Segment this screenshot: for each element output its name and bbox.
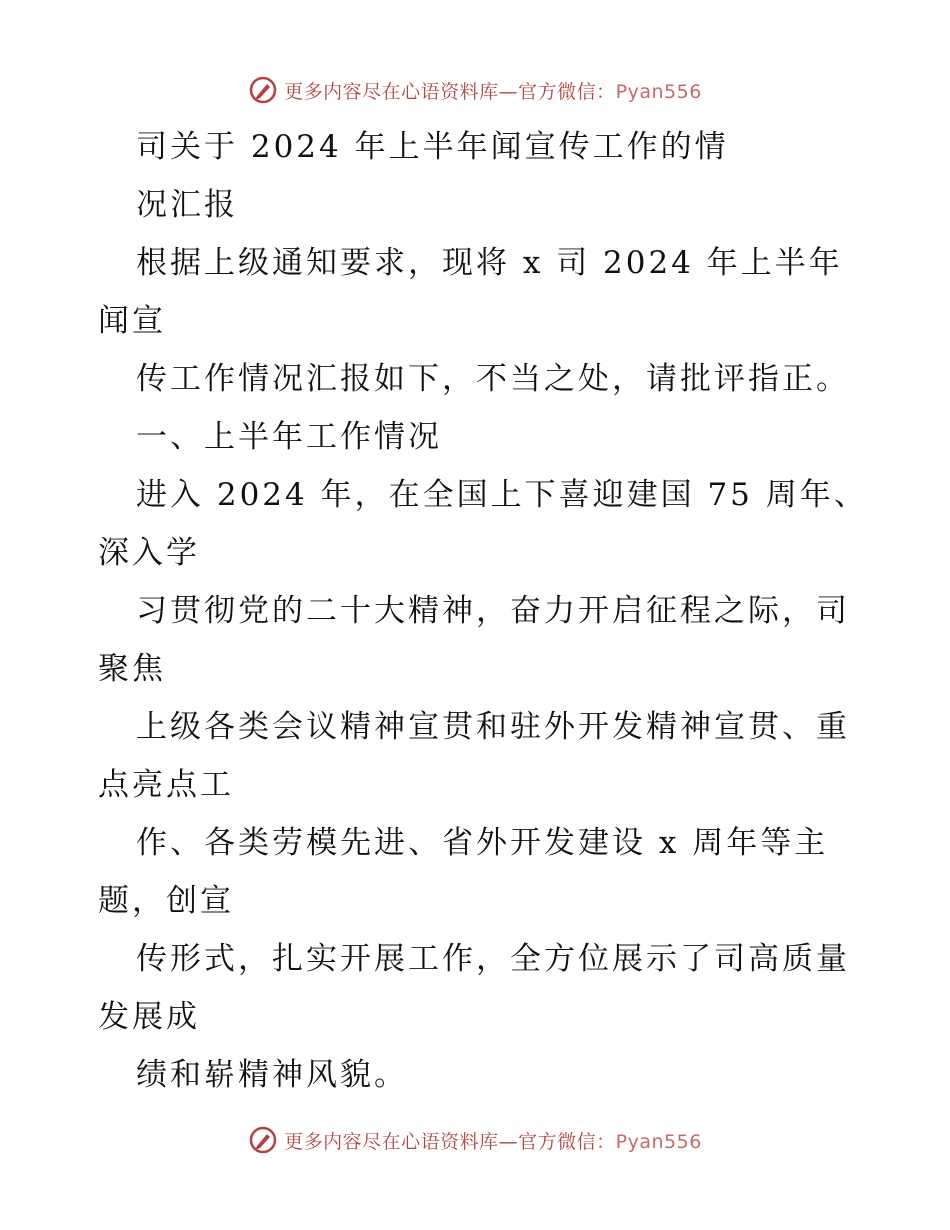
watermark-text: 更多内容尽在心语资料库—官方微信：Pyan556 [284,1130,702,1153]
text-line: 根据上级通知要求，现将 x 司 2024 年上半年 [136,245,843,281]
text-line: 传工作情况汇报如下，不当之处，请批评指正。 [136,361,850,397]
text-line: 发展成 [98,999,200,1035]
red-pen-logo-icon [248,1125,278,1155]
text-line: 深入学 [98,535,200,571]
text-line: 司关于 2024 年上半年闻宣传工作的情 [136,129,729,165]
text-line: 况汇报 [136,187,238,223]
text-line: 上级各类会议精神宣贯和驻外开发精神宣贯、重 [136,709,850,745]
text-line: 题，创宣 [98,883,234,919]
text-line: 传形式，扎实开展工作，全方位展示了司高质量 [136,941,850,977]
text-line: 闻宣 [98,303,166,339]
section-heading: 一、上半年工作情况 [136,419,442,455]
text-line: 进入 2024 年，在全国上下喜迎建国 75 周年、 [136,477,868,513]
text-line: 习贯彻党的二十大精神，奋力开启征程之际，司 [136,593,850,629]
document-body [0,118,950,1104]
header-watermark [0,70,950,110]
text-line: 作、各类劳模先进、省外开发建设 x 周年等主 [136,825,829,861]
watermark-text: 更多内容尽在心语资料库—官方微信：Pyan556 [284,80,702,103]
red-pen-logo-icon [248,75,278,105]
footer-watermark [0,1120,950,1160]
text-line: 聚焦 [98,651,166,687]
text-line: 点亮点工 [98,767,234,803]
text-line: 绩和崭精神风貌。 [136,1057,408,1093]
